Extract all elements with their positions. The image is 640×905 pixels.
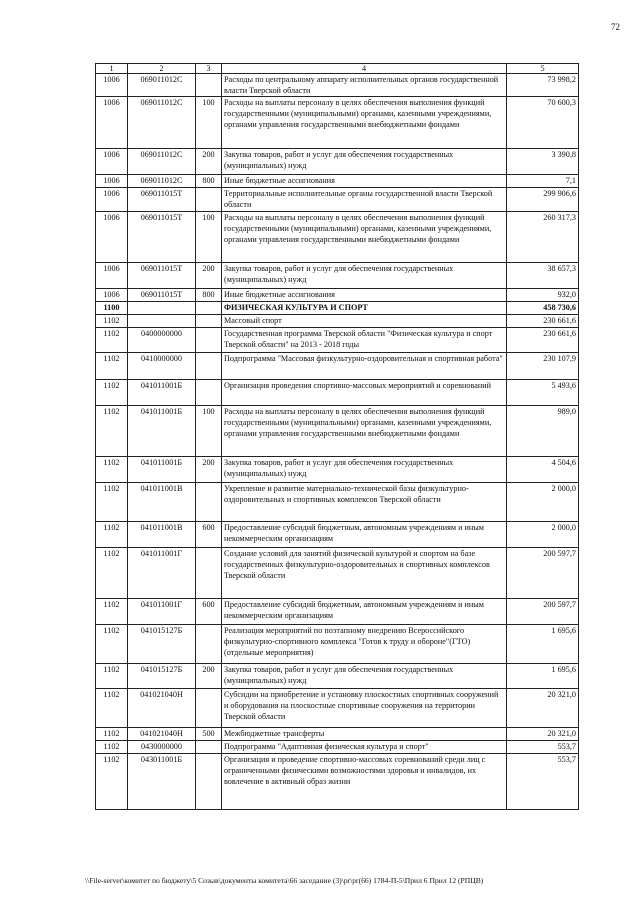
- expense-type-cell: [196, 548, 222, 599]
- description-cell: Межбюджетные трансферты: [222, 728, 507, 741]
- description-cell: Массовый спорт: [222, 315, 507, 328]
- expense-type-cell: 100: [196, 97, 222, 149]
- section-cell: 1102: [96, 664, 128, 689]
- expense-type-cell: [196, 302, 222, 315]
- table-row: [96, 212, 579, 263]
- code-cell: [128, 302, 196, 315]
- header-col-4: 4: [222, 64, 507, 74]
- description-cell: Территориальные исполнительные органы государственной власти Тверской области: [222, 188, 507, 212]
- code-cell: 041015127Б: [128, 664, 196, 689]
- section-cell: 1102: [96, 315, 128, 328]
- amount-cell: 260 317,3: [507, 212, 579, 263]
- amount-cell: 553,7: [507, 754, 579, 810]
- description-cell: Закупка товаров, работ и услуг для обеспечения государственных (муниципальных) нужд: [222, 149, 507, 175]
- amount-cell: 553,7: [507, 741, 579, 754]
- expense-type-cell: [196, 315, 222, 328]
- code-cell: 0410000000: [128, 353, 196, 380]
- amount-cell: 2 000,0: [507, 522, 579, 548]
- description-cell: Предоставление субсидий бюджетным, автономным учреждениям и иным некоммерческим организациям: [222, 522, 507, 548]
- expense-type-cell: 100: [196, 406, 222, 457]
- section-cell: 1006: [96, 97, 128, 149]
- section-cell: 1102: [96, 548, 128, 599]
- expense-type-cell: [196, 754, 222, 810]
- table-row: [96, 664, 579, 689]
- file-path-footer: \\File-server\комитет по бюджету\5 Созыв\документы комитета\66 заседание (3)\pr\pr(66) 1784-П-5\Прил 6 Прил 12 (РПЦВ): [85, 876, 484, 885]
- code-cell: 069011012С: [128, 74, 196, 97]
- section-cell: 1102: [96, 689, 128, 728]
- code-cell: 041015127Б: [128, 625, 196, 664]
- amount-cell: 230 661,6: [507, 315, 579, 328]
- expense-type-cell: [196, 74, 222, 97]
- code-cell: 041011001В: [128, 483, 196, 522]
- amount-cell: 932,0: [507, 289, 579, 302]
- table-row: [96, 315, 579, 328]
- table-row: [96, 302, 579, 315]
- amount-cell: 1 695,6: [507, 664, 579, 689]
- table-body: [96, 74, 579, 810]
- amount-cell: 3 390,8: [507, 149, 579, 175]
- description-cell: Организация проведения спортивно-массовых мероприятий и соревнований: [222, 380, 507, 406]
- description-cell: Расходы по центральному аппарату исполнительных органов государственной власти Тверской области: [222, 74, 507, 97]
- page-number: 72: [611, 22, 620, 32]
- code-cell: 041011001В: [128, 522, 196, 548]
- section-cell: 1102: [96, 625, 128, 664]
- expense-type-cell: 500: [196, 728, 222, 741]
- description-cell: Организация и проведение спортивно-массовых соревнований среди лиц с ограниченными физическими возможностями здоровья и инвалидов, их вовлечение в активный образ жизни: [222, 754, 507, 810]
- expense-type-cell: [196, 483, 222, 522]
- code-cell: 043011001Б: [128, 754, 196, 810]
- section-cell: 1100: [96, 302, 128, 315]
- description-cell: Подпрограмма "Массовая физкультурно-оздоровительная и спортивная работа": [222, 353, 507, 380]
- code-cell: 0430000000: [128, 741, 196, 754]
- section-cell: 1102: [96, 380, 128, 406]
- code-cell: 041011001Г: [128, 599, 196, 625]
- description-cell: Создание условий для занятий физической культурой и спортом на базе государственных физкультурно-оздоровительных и спортивных комплексов Тверской области: [222, 548, 507, 599]
- section-cell: 1102: [96, 741, 128, 754]
- amount-cell: 4 504,6: [507, 457, 579, 483]
- code-cell: 069011015Т: [128, 263, 196, 289]
- budget-table: [95, 63, 579, 810]
- amount-cell: 989,0: [507, 406, 579, 457]
- section-cell: 1102: [96, 599, 128, 625]
- expense-type-cell: 200: [196, 149, 222, 175]
- amount-cell: 38 657,3: [507, 263, 579, 289]
- code-cell: 0400000000: [128, 328, 196, 353]
- description-cell: Укрепление и развитие материально-технической базы физкультурно-оздоровительных и спортивных комплексов Тверской области: [222, 483, 507, 522]
- table-row: [96, 689, 579, 728]
- amount-cell: 299 906,6: [507, 188, 579, 212]
- expense-type-cell: 800: [196, 175, 222, 188]
- amount-cell: 200 597,7: [507, 548, 579, 599]
- section-cell: 1006: [96, 263, 128, 289]
- expense-type-cell: 100: [196, 212, 222, 263]
- expense-type-cell: [196, 741, 222, 754]
- description-cell: Реализация мероприятий по поэтапному внедрению Всероссийского физкультурно-спортивного комплекса "Готов к труду и обороне"(ГТО) (отдельные мероприятия): [222, 625, 507, 664]
- amount-cell: 458 730,6: [507, 302, 579, 315]
- header-col-3: 3: [196, 64, 222, 74]
- table-row: [96, 328, 579, 353]
- description-cell: Иные бюджетные ассигнования: [222, 289, 507, 302]
- section-cell: 1102: [96, 457, 128, 483]
- amount-cell: 230 107,9: [507, 353, 579, 380]
- expense-type-cell: [196, 625, 222, 664]
- table-row: [96, 74, 579, 97]
- header-col-1: 1: [96, 64, 128, 74]
- table-row: [96, 406, 579, 457]
- table-header-row: [96, 64, 579, 74]
- code-cell: 069011015Т: [128, 188, 196, 212]
- section-cell: 1006: [96, 175, 128, 188]
- amount-cell: 20 321,0: [507, 728, 579, 741]
- description-cell: ФИЗИЧЕСКАЯ КУЛЬТУРА И СПОРТ: [222, 302, 507, 315]
- table-row: [96, 263, 579, 289]
- table-row: [96, 754, 579, 810]
- expense-type-cell: 600: [196, 522, 222, 548]
- header-col-5: 5: [507, 64, 579, 74]
- table-row: [96, 289, 579, 302]
- expense-type-cell: [196, 353, 222, 380]
- table-row: [96, 741, 579, 754]
- expense-type-cell: 800: [196, 289, 222, 302]
- amount-cell: 2 000,0: [507, 483, 579, 522]
- section-cell: 1102: [96, 406, 128, 457]
- code-cell: 069011012С: [128, 149, 196, 175]
- section-cell: 1006: [96, 149, 128, 175]
- amount-cell: 230 661,6: [507, 328, 579, 353]
- table-row: [96, 457, 579, 483]
- code-cell: 041011001Г: [128, 548, 196, 599]
- description-cell: Предоставление субсидий бюджетным, автономным учреждениям и иным некоммерческим организациям: [222, 599, 507, 625]
- section-cell: 1006: [96, 74, 128, 97]
- table-row: [96, 522, 579, 548]
- description-cell: Подпрограмма "Адаптивная физическая культура и спорт": [222, 741, 507, 754]
- section-cell: 1006: [96, 188, 128, 212]
- table-row: [96, 548, 579, 599]
- section-cell: 1006: [96, 289, 128, 302]
- description-cell: Субсидии на приобретение и установку плоскостных спортивных сооружений и оборудования на плоскостные спортивные сооружения на территории Тверской области: [222, 689, 507, 728]
- amount-cell: 200 597,7: [507, 599, 579, 625]
- description-cell: Государственная программа Тверской области "Физическая культура и спорт Тверской области" на 2013 - 2018 годы: [222, 328, 507, 353]
- table-row: [96, 97, 579, 149]
- description-cell: Иные бюджетные ассигнования: [222, 175, 507, 188]
- expense-type-cell: 200: [196, 457, 222, 483]
- amount-cell: 1 695,6: [507, 625, 579, 664]
- table-row: [96, 483, 579, 522]
- amount-cell: 20 321,0: [507, 689, 579, 728]
- section-cell: 1102: [96, 483, 128, 522]
- section-cell: 1102: [96, 754, 128, 810]
- section-cell: 1102: [96, 728, 128, 741]
- code-cell: 041011001Б: [128, 457, 196, 483]
- code-cell: 069011015Т: [128, 212, 196, 263]
- description-cell: Закупка товаров, работ и услуг для обеспечения государственных (муниципальных) нужд: [222, 263, 507, 289]
- description-cell: Расходы на выплаты персоналу в целях обеспечения выполнения функций государственными (муниципальными) органами, казенными учреждениями, органами управления государственными внебюджетными фондами: [222, 212, 507, 263]
- amount-cell: 5 493,6: [507, 380, 579, 406]
- expense-type-cell: 600: [196, 599, 222, 625]
- expense-type-cell: [196, 328, 222, 353]
- expense-type-cell: [196, 188, 222, 212]
- table-row: [96, 599, 579, 625]
- table-row: [96, 149, 579, 175]
- section-cell: 1006: [96, 212, 128, 263]
- code-cell: 069011015Т: [128, 289, 196, 302]
- code-cell: 041021040Н: [128, 689, 196, 728]
- code-cell: 069011012С: [128, 175, 196, 188]
- table-row: [96, 188, 579, 212]
- header-col-2: 2: [128, 64, 196, 74]
- section-cell: 1102: [96, 522, 128, 548]
- expense-type-cell: 200: [196, 664, 222, 689]
- code-cell: 041011001Б: [128, 380, 196, 406]
- amount-cell: 73 998,2: [507, 74, 579, 97]
- section-cell: 1102: [96, 353, 128, 380]
- code-cell: [128, 315, 196, 328]
- description-cell: Расходы на выплаты персоналу в целях обеспечения выполнения функций государственными (муниципальными) органами, казенными учреждениями, органами управления государственными внебюджетными фондами: [222, 406, 507, 457]
- table-row: [96, 353, 579, 380]
- code-cell: 041021040Н: [128, 728, 196, 741]
- expense-type-cell: [196, 689, 222, 728]
- table-row: [96, 728, 579, 741]
- code-cell: 041011001Б: [128, 406, 196, 457]
- table-row: [96, 175, 579, 188]
- section-cell: 1102: [96, 328, 128, 353]
- description-cell: Расходы на выплаты персоналу в целях обеспечения выполнения функций государственными (муниципальными) органами, казенными учреждениями, органами управления государственными внебюджетными фондами: [222, 97, 507, 149]
- table-row: [96, 380, 579, 406]
- code-cell: 069011012С: [128, 97, 196, 149]
- description-cell: Закупка товаров, работ и услуг для обеспечения государственных (муниципальных) нужд: [222, 664, 507, 689]
- expense-type-cell: 200: [196, 263, 222, 289]
- expense-type-cell: [196, 380, 222, 406]
- description-cell: Закупка товаров, работ и услуг для обеспечения государственных (муниципальных) нужд: [222, 457, 507, 483]
- table-row: [96, 625, 579, 664]
- amount-cell: 70 600,3: [507, 97, 579, 149]
- amount-cell: 7,1: [507, 175, 579, 188]
